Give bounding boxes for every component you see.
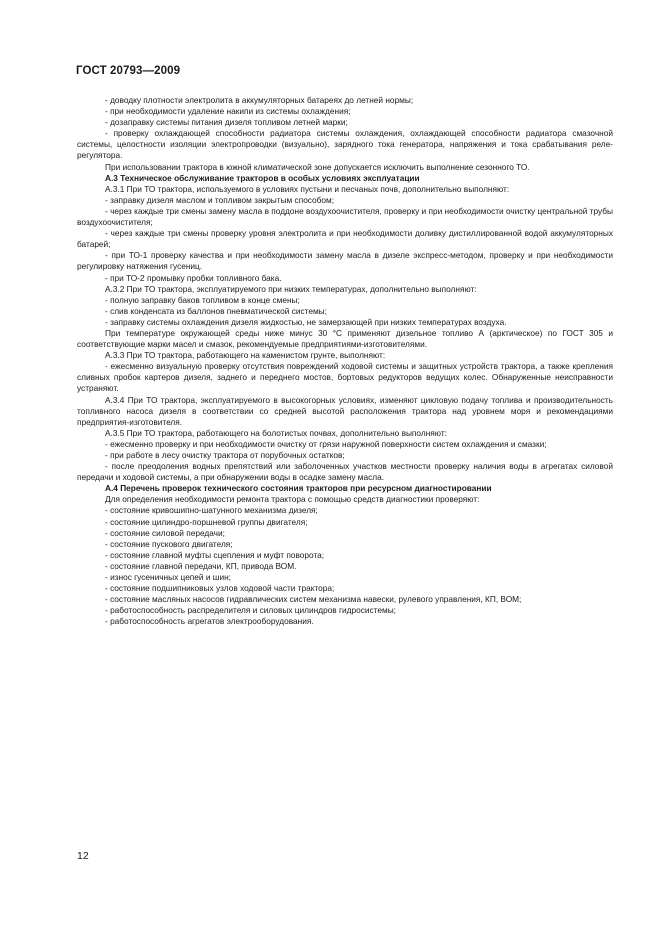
paragraph: - при ТО-1 проверку качества и при необходимости замену масла в дизеле экспресс-методом, проверку и при необходимости регулировку натяжения гусениц. [77,250,613,272]
paragraph: - при работе в лесу очистку трактора от порубочных остатков; [105,450,345,460]
paragraph: - состояние силовой передачи; [105,527,225,538]
paragraph: А.3.4 При ТО трактора, эксплуатируемого в высокогорных условиях, изменяют цикловую подачу топлива и производительность топливного насоса дизеля в соответствии со средней высотой расположения трактора над уровнем моря и рекомендациями предприятия-изготовителя. [77,394,613,427]
paragraph: - состояние масляных насосов гидравлических систем механизма навески, рулевого управления, КП, ВОМ; [105,594,522,605]
paragraph: - через каждые три смены замену масла в поддоне воздухоочистителя, проверку и при необходимости очистку центральной трубы воздухоочистителя; [77,205,613,228]
paragraph: - состояние цилиндро-поршневой группы двигателя; [105,516,308,527]
paragraph: - работоспособность агрегатов электрооборудования. [105,616,314,627]
paragraph: - доводку плотности электролита в аккумуляторных батареях до летней нормы; [105,95,414,105]
paragraph: - при необходимости удаление накипи из системы охлаждения; [105,106,351,117]
paragraph: - заправку системы охлаждения дизеля жидкостью, не замерзающей при низких температурах воздуха. [105,316,507,327]
paragraph: - заправку дизеля маслом и топливом закрытым способом; [105,194,335,205]
paragraph: А.3.5 При ТО трактора, работающего на болотистых почвах, дополнительно выполняют: [105,427,447,438]
paragraph: - слив конденсата из баллонов пневматической системы; [105,305,327,316]
paragraph: При использовании трактора в южной климатической зоне допускается исключить выполнение сезонного ТО. [105,161,530,172]
paragraph: А.3.2 При ТО трактора, эксплуатируемого при низких температурах, дополнительно выполняют: [105,283,477,294]
paragraph: - износ гусеничных цепей и шин; [105,572,231,583]
paragraph: А.3.3 При ТО трактора, работающего на каменистом грунте, выполняют: [105,350,386,361]
paragraph: - ежесменно визуальную проверку отсутствия повреждений ходовой системы и защитных устройств трактора, а также крепления сливных пробок картеров дизеля, заднего и переднего мостов, бортовых редукторов ведущих колес. Обнаруженные неисправности устраняют. [77,361,613,394]
paragraph: А.3.1 При ТО трактора, используемого в условиях пустыни и песчаных почв, дополнительно выполняют: [105,183,510,194]
paragraph: Для определения необходимости ремонта трактора с помощью средств диагностики проверяют: [105,494,480,505]
paragraph: - через каждые три смены проверку уровня электролита и при необходимости доливку дистиллированной водой аккумуляторных батарей; [77,228,613,250]
paragraph: - при ТО-2 промывку пробки топливного бака. [105,272,282,283]
paragraph: - полную заправку баков топливом в конце смены; [105,294,300,305]
document-body [77,95,613,628]
page-number: 12 [77,850,89,862]
document-header-standard-number: ГОСТ 20793—2009 [76,65,181,77]
paragraph: - после преодоления водных препятствий или заболоченных участков местности проверку наличия воды в агрегатах силовой передачи и ходовой системы, а при обнаружении воды в осадке замену масла. [77,461,613,483]
section-heading: А.3 Техническое обслуживание тракторов в особых условиях эксплуатации [105,172,420,183]
paragraph: - проверку охлаждающей способности радиатора системы охлаждения, охлаждающей способности радиатора смазочной системы, целостности изоляции электропроводки (визуально), зарядного тока генератора, напряжения и тока срабатывания реле-регулятора. [77,128,613,161]
paragraph: - работоспособность распределителя и силовых цилиндров гидросистемы; [105,605,396,616]
paragraph: - состояние главной муфты сцепления и муфт поворота; [105,549,325,560]
paragraph: - ежесменно проверку и при необходимости очистку от грязи наружной поверхности систем охлаждения и смазки; [105,438,547,449]
paragraph: - состояние кривошипно-шатунного механизма дизеля; [105,505,318,516]
paragraph: - состояние подшипниковых узлов ходовой части трактора; [105,583,335,594]
paragraph: При температуре окружающей среды ниже минус 30 °С применяют дизельное топливо А (арктическое) по ГОСТ 305 и соответствующие марки масел и смазок, рекомендуемые предприятиями-изготовителями. [77,327,613,350]
paragraph: - состояние пускового двигателя; [105,538,233,549]
section-heading: А.4 Перечень проверок технического состояния тракторов при ресурсном диагностировании [105,483,492,494]
paragraph: - дозаправку системы питания дизеля топливом летней марки; [105,117,348,128]
paragraph: - состояние главной передачи, КП, привода ВОМ. [105,560,297,571]
